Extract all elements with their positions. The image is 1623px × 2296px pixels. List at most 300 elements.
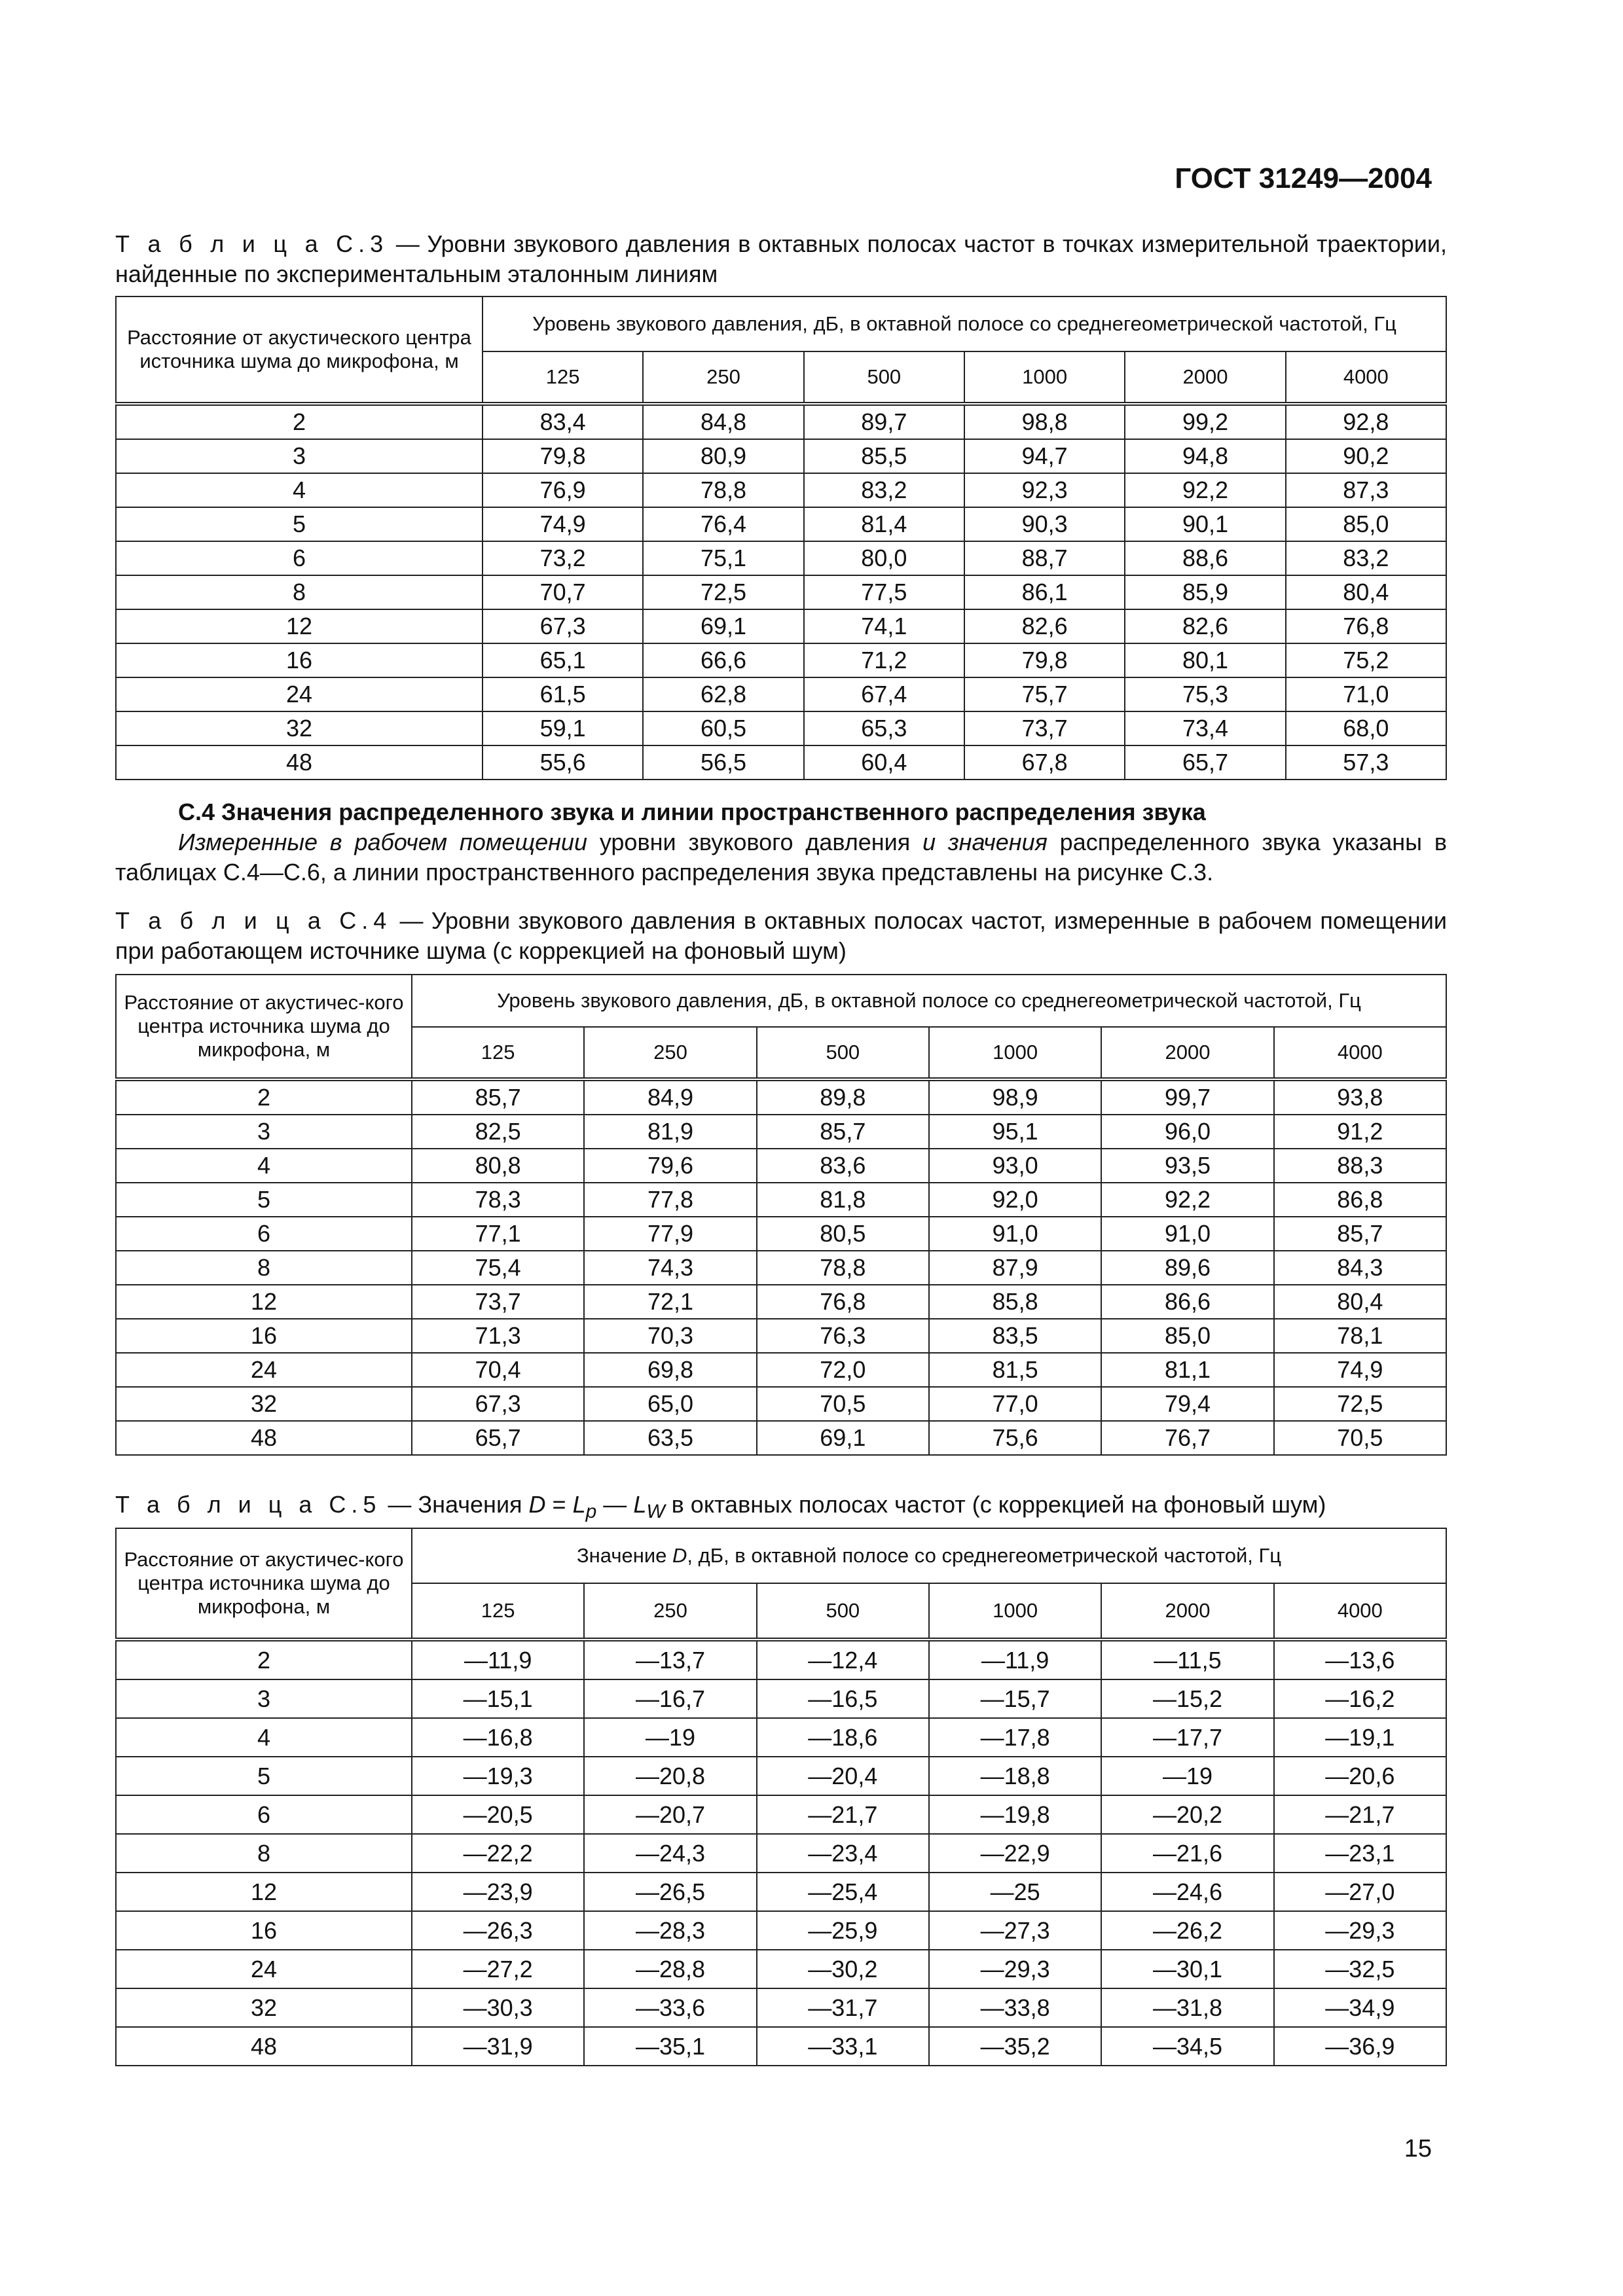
table-row [116,1149,1446,1183]
value-cell: 78,3 [412,1183,584,1217]
distance-cell: 4 [116,1149,412,1183]
value-cell: 69,1 [757,1421,929,1455]
distance-cell: 8 [116,575,483,609]
value-cell: 90,3 [964,507,1125,541]
value-cell: 77,0 [929,1387,1101,1421]
value-cell: 82,5 [412,1115,584,1149]
value-cell: —13,7 [584,1640,756,1679]
value-cell: 83,2 [1286,541,1446,575]
table-row [116,609,1446,643]
value-cell: 74,9 [483,507,643,541]
value-cell: 72,5 [643,575,803,609]
value-cell: —33,6 [584,1988,756,2027]
table-row [116,1834,1446,1873]
value-cell: 63,5 [584,1421,756,1455]
distance-cell: 12 [116,609,483,643]
table-c5-body [116,1640,1446,2066]
table-row [116,1115,1446,1149]
distance-cell: 4 [116,1718,412,1757]
value-cell: 66,6 [643,643,803,677]
value-cell: 67,4 [804,677,964,711]
value-cell: —20,5 [412,1795,584,1834]
value-cell: —19,8 [929,1795,1101,1834]
value-cell: —15,1 [412,1679,584,1718]
caption-part: = [545,1491,573,1518]
value-cell: 79,8 [964,643,1125,677]
value-cell: 82,6 [964,609,1125,643]
value-cell: —22,2 [412,1834,584,1873]
table-c4-caption-label: Т а б л и ц а С.4 [115,907,392,934]
value-cell: 93,0 [929,1149,1101,1183]
value-cell: 75,7 [964,677,1125,711]
value-cell: 75,1 [643,541,803,575]
distance-cell: 8 [116,1834,412,1873]
value-cell: —30,1 [1101,1950,1273,1988]
value-cell: 80,5 [757,1217,929,1251]
table-row [116,1079,1446,1115]
value-cell: 93,5 [1101,1149,1273,1183]
value-cell: 78,8 [643,473,803,507]
value-cell: 88,6 [1125,541,1285,575]
value-cell: —21,6 [1101,1834,1273,1873]
value-cell: 91,0 [1101,1217,1273,1251]
table-row [116,1421,1446,1455]
para-italic-1: Измеренные в рабочем помещении [178,829,587,855]
value-cell: —24,6 [1101,1873,1273,1911]
value-cell: 84,3 [1274,1251,1446,1285]
freq-header: 250 [584,1583,756,1640]
value-cell: —16,5 [757,1679,929,1718]
value-cell: —16,2 [1274,1679,1446,1718]
table-c5-group-header [412,1528,1446,1583]
formula-d: D [528,1491,546,1518]
value-cell: 89,8 [757,1079,929,1115]
value-cell: 75,4 [412,1251,584,1285]
value-cell: 91,2 [1274,1115,1446,1149]
table-row [116,1251,1446,1285]
value-cell: 70,4 [412,1353,584,1387]
value-cell: 78,1 [1274,1319,1446,1353]
value-cell: 71,2 [804,643,964,677]
value-cell: 80,4 [1286,575,1446,609]
distance-cell: 6 [116,1217,412,1251]
value-cell: 72,1 [584,1285,756,1319]
freq-header: 1000 [929,1027,1101,1079]
value-cell: —19 [584,1718,756,1757]
value-cell: 77,8 [584,1183,756,1217]
table-row [116,711,1446,745]
distance-cell: 32 [116,711,483,745]
table-c4-col0-header: Расстояние от акустичес-кого центра источника шума до микрофона, м [116,975,412,1079]
value-cell: 69,1 [643,609,803,643]
value-cell: 85,5 [804,439,964,473]
value-cell: 70,5 [757,1387,929,1421]
value-cell: 91,0 [929,1217,1101,1251]
distance-cell: 12 [116,1285,412,1319]
value-cell: —25,9 [757,1911,929,1950]
value-cell: 76,8 [757,1285,929,1319]
value-cell: —28,8 [584,1950,756,1988]
table-row [116,2027,1446,2066]
value-cell: 85,9 [1125,575,1285,609]
value-cell: 81,5 [929,1353,1101,1387]
table-row [116,1988,1446,2027]
value-cell: 88,3 [1274,1149,1446,1183]
table-row [116,745,1446,780]
value-cell: 57,3 [1286,745,1446,780]
value-cell: 61,5 [483,677,643,711]
value-cell: —30,2 [757,1950,929,1988]
para-text-1: уровни звукового давления [587,829,923,855]
value-cell: 92,3 [964,473,1125,507]
value-cell: —26,5 [584,1873,756,1911]
value-cell: 95,1 [929,1115,1101,1149]
value-cell: 89,6 [1101,1251,1273,1285]
value-cell: 76,4 [643,507,803,541]
value-cell: 78,8 [757,1251,929,1285]
value-cell: 83,2 [804,473,964,507]
table-row [116,541,1446,575]
value-cell: —21,7 [757,1795,929,1834]
value-cell: 67,8 [964,745,1125,780]
value-cell: 59,1 [483,711,643,745]
value-cell: 65,7 [412,1421,584,1455]
value-cell: —34,5 [1101,2027,1273,2066]
value-cell: —29,3 [929,1950,1101,1988]
value-cell: 73,4 [1125,711,1285,745]
value-cell: 80,4 [1274,1285,1446,1319]
value-cell: 76,7 [1101,1421,1273,1455]
value-cell: 87,9 [929,1251,1101,1285]
distance-cell: 5 [116,507,483,541]
value-cell: 71,0 [1286,677,1446,711]
value-cell: 56,5 [643,745,803,780]
table-c4-caption-text: — Уровни звукового давления в октавных полосах частот, измеренные в рабочем помещении при работающем источнике шума (с коррекцией на фоновый шум) [115,907,1448,964]
value-cell: —35,1 [584,2027,756,2066]
table-row [116,575,1446,609]
value-cell: —26,3 [412,1911,584,1950]
value-cell: —31,8 [1101,1988,1273,2027]
value-cell: —31,9 [412,2027,584,2066]
value-cell: —36,9 [1274,2027,1446,2066]
value-cell: 86,1 [964,575,1125,609]
value-cell: 75,6 [929,1421,1101,1455]
table-row [116,473,1446,507]
value-cell: —24,3 [584,1834,756,1873]
freq-header: 2000 [1101,1583,1273,1640]
freq-header: 250 [584,1027,756,1079]
freq-header: 500 [757,1583,929,1640]
freq-header: 1000 [929,1583,1101,1640]
value-cell: —23,1 [1274,1834,1446,1873]
distance-cell: 48 [116,745,483,780]
value-cell: 70,7 [483,575,643,609]
value-cell: —21,7 [1274,1795,1446,1834]
freq-header: 125 [412,1583,584,1640]
table-row [116,1718,1446,1757]
value-cell: 85,0 [1101,1319,1273,1353]
value-cell: —19 [1101,1757,1273,1795]
value-cell: 60,5 [643,711,803,745]
table-row [116,1285,1446,1319]
value-cell: —27,0 [1274,1873,1446,1911]
value-cell: 55,6 [483,745,643,780]
value-cell: 76,8 [1286,609,1446,643]
distance-cell: 16 [116,643,483,677]
table-row [116,1950,1446,1988]
value-cell: 88,7 [964,541,1125,575]
value-cell: —32,5 [1274,1950,1446,1988]
value-cell: —20,8 [584,1757,756,1795]
distance-cell: 6 [116,1795,412,1834]
distance-cell: 3 [116,1115,412,1149]
distance-cell: 3 [116,439,483,473]
table-row [116,1640,1446,1679]
value-cell: —26,2 [1101,1911,1273,1950]
value-cell: 90,1 [1125,507,1285,541]
value-cell: 67,3 [412,1387,584,1421]
table-row [116,1217,1446,1251]
table-c3-col0-header: Расстояние от акустического центра источника шума до микрофона, м [116,296,483,404]
value-cell: 79,8 [483,439,643,473]
value-cell: 80,1 [1125,643,1285,677]
value-cell: 67,3 [483,609,643,643]
distance-cell: 32 [116,1387,412,1421]
value-cell: 73,7 [412,1285,584,1319]
value-cell: —20,7 [584,1795,756,1834]
value-cell: —33,8 [929,1988,1101,2027]
group-header-part: Значение [576,1544,673,1567]
distance-cell: 24 [116,677,483,711]
section-c4-title: С.4 Значения распределенного звука и линии пространственного распределения звука [178,798,1206,825]
table-c5-caption-label: Т а б л и ц а С.5 [115,1491,382,1518]
caption-part: — Значения [381,1491,529,1518]
value-cell: —20,6 [1274,1757,1446,1795]
freq-header: 4000 [1286,351,1446,404]
value-cell: 83,6 [757,1149,929,1183]
value-cell: 77,9 [584,1217,756,1251]
distance-cell: 3 [116,1679,412,1718]
distance-cell: 48 [116,2027,412,2066]
table-row [116,1183,1446,1217]
value-cell: 83,5 [929,1319,1101,1353]
value-cell: 77,1 [412,1217,584,1251]
value-cell: 74,1 [804,609,964,643]
value-cell: —19,3 [412,1757,584,1795]
value-cell: —16,8 [412,1718,584,1757]
freq-header: 4000 [1274,1027,1446,1079]
value-cell: 85,8 [929,1285,1101,1319]
table-row [116,1757,1446,1795]
value-cell: 94,8 [1125,439,1285,473]
table-row [116,677,1446,711]
table-c3-group-header: Уровень звукового давления, дБ, в октавной полосе со среднегеометрической частотой, Гц [483,296,1446,351]
table-c4 [115,974,1447,1456]
value-cell: 85,7 [757,1115,929,1149]
table-row [116,439,1446,473]
value-cell: 65,1 [483,643,643,677]
value-cell: 74,9 [1274,1353,1446,1387]
distance-cell: 2 [116,1079,412,1115]
freq-header: 2000 [1125,351,1285,404]
value-cell: —30,3 [412,1988,584,2027]
distance-cell: 16 [116,1911,412,1950]
value-cell: —20,4 [757,1757,929,1795]
caption-part: — [596,1491,634,1518]
table-row [116,507,1446,541]
value-cell: —11,5 [1101,1640,1273,1679]
freq-header: 125 [483,351,643,404]
value-cell: —11,9 [412,1640,584,1679]
value-cell: 79,4 [1101,1387,1273,1421]
distance-cell: 4 [116,473,483,507]
value-cell: 65,0 [584,1387,756,1421]
formula-sub-w: W [646,1501,665,1523]
formula-l: L [633,1491,647,1518]
distance-cell: 16 [116,1319,412,1353]
value-cell: —34,9 [1274,1988,1446,2027]
value-cell: —18,6 [757,1718,929,1757]
formula-sub-p: p [585,1501,597,1523]
group-header-d: D [672,1544,687,1567]
value-cell: 65,7 [1125,745,1285,780]
value-cell: —18,8 [929,1757,1101,1795]
distance-cell: 24 [116,1950,412,1988]
table-c5-caption [115,1490,1447,1527]
value-cell: —11,9 [929,1640,1101,1679]
caption-part: в октавных полосах частот (с коррекцией на фоновый шум) [665,1491,1326,1518]
table-c5 [115,1528,1447,2066]
table-row [116,404,1446,439]
value-cell: 85,7 [412,1079,584,1115]
value-cell: —23,9 [412,1873,584,1911]
value-cell: —27,2 [412,1950,584,1988]
value-cell: 69,8 [584,1353,756,1387]
value-cell: —28,3 [584,1911,756,1950]
section-c4-paragraph [115,827,1447,888]
value-cell: —15,2 [1101,1679,1273,1718]
value-cell: 62,8 [643,677,803,711]
freq-header: 2000 [1101,1027,1273,1079]
freq-header: 125 [412,1027,584,1079]
value-cell: 94,7 [964,439,1125,473]
value-cell: 81,8 [757,1183,929,1217]
value-cell: 76,9 [483,473,643,507]
table-row [116,1911,1446,1950]
value-cell: 74,3 [584,1251,756,1285]
value-cell: 93,8 [1274,1079,1446,1115]
value-cell: 92,2 [1101,1183,1273,1217]
table-c5-col0-header: Расстояние от акустичес-кого центра источника шума до микрофона, м [116,1528,412,1640]
distance-cell: 2 [116,404,483,439]
formula-l: L [572,1491,586,1518]
value-cell: 84,9 [584,1079,756,1115]
value-cell: 86,6 [1101,1285,1273,1319]
value-cell: 80,9 [643,439,803,473]
value-cell: —35,2 [929,2027,1101,2066]
value-cell: 85,7 [1274,1217,1446,1251]
table-row [116,1353,1446,1387]
para-text-2: распределенного звука указаны в таблицах С.4—С.6, а линии пространственного распределения звука представлены на рисунке С.3. [115,829,1447,886]
table-c4-body [116,1079,1446,1455]
value-cell: 98,8 [964,404,1125,439]
value-cell: —23,4 [757,1834,929,1873]
table-row [116,1795,1446,1834]
value-cell: 80,8 [412,1149,584,1183]
page-number: 15 [1404,2135,1432,2162]
distance-cell: 5 [116,1183,412,1217]
value-cell: 92,8 [1286,404,1446,439]
freq-header: 250 [643,351,803,404]
freq-header: 500 [757,1027,929,1079]
value-cell: 77,5 [804,575,964,609]
value-cell: 60,4 [804,745,964,780]
value-cell: 84,8 [643,404,803,439]
value-cell: 71,3 [412,1319,584,1353]
value-cell: —25,4 [757,1873,929,1911]
value-cell: 92,0 [929,1183,1101,1217]
value-cell: —17,8 [929,1718,1101,1757]
group-header-part: , дБ, в октавной полосе со среднегеометрической частотой, Гц [687,1544,1282,1567]
value-cell: —22,9 [929,1834,1101,1873]
value-cell: 86,8 [1274,1183,1446,1217]
value-cell: 70,3 [584,1319,756,1353]
value-cell: 80,0 [804,541,964,575]
table-c4-group-header: Уровень звукового давления, дБ, в октавной полосе со среднегеометрической частотой, Гц [412,975,1446,1027]
distance-cell: 6 [116,541,483,575]
value-cell: 89,7 [804,404,964,439]
value-cell: —12,4 [757,1640,929,1679]
table-c3 [115,296,1447,780]
table-c3-caption-text: — Уровни звукового давления в октавных полосах частот в точках измерительной траектории, найденные по экспериментальным эталонным линиям [115,230,1448,287]
section-c4 [115,797,1447,888]
value-cell: 81,9 [584,1115,756,1149]
value-cell: —31,7 [757,1988,929,2027]
table-c4-caption [115,906,1447,966]
distance-cell: 32 [116,1988,412,2027]
value-cell: 87,3 [1286,473,1446,507]
distance-cell: 12 [116,1873,412,1911]
value-cell: 81,1 [1101,1353,1273,1387]
document-id: ГОСТ 31249—2004 [1175,162,1432,194]
distance-cell: 48 [116,1421,412,1455]
table-row [116,643,1446,677]
value-cell: 99,7 [1101,1079,1273,1115]
table-c3-caption-label: Т а б л и ц а С.3 [115,230,389,257]
value-cell: 68,0 [1286,711,1446,745]
value-cell: 76,3 [757,1319,929,1353]
table-row [116,1679,1446,1718]
value-cell: 90,2 [1286,439,1446,473]
distance-cell: 2 [116,1640,412,1679]
value-cell: 81,4 [804,507,964,541]
value-cell: 79,6 [584,1149,756,1183]
freq-header: 500 [804,351,964,404]
value-cell: 75,2 [1286,643,1446,677]
value-cell: 98,9 [929,1079,1101,1115]
table-row [116,1873,1446,1911]
value-cell: —15,7 [929,1679,1101,1718]
value-cell: 70,5 [1274,1421,1446,1455]
value-cell: 65,3 [804,711,964,745]
value-cell: —27,3 [929,1911,1101,1950]
value-cell: —16,7 [584,1679,756,1718]
distance-cell: 24 [116,1353,412,1387]
table-row [116,1387,1446,1421]
distance-cell: 5 [116,1757,412,1795]
freq-header: 1000 [964,351,1125,404]
value-cell: 73,7 [964,711,1125,745]
